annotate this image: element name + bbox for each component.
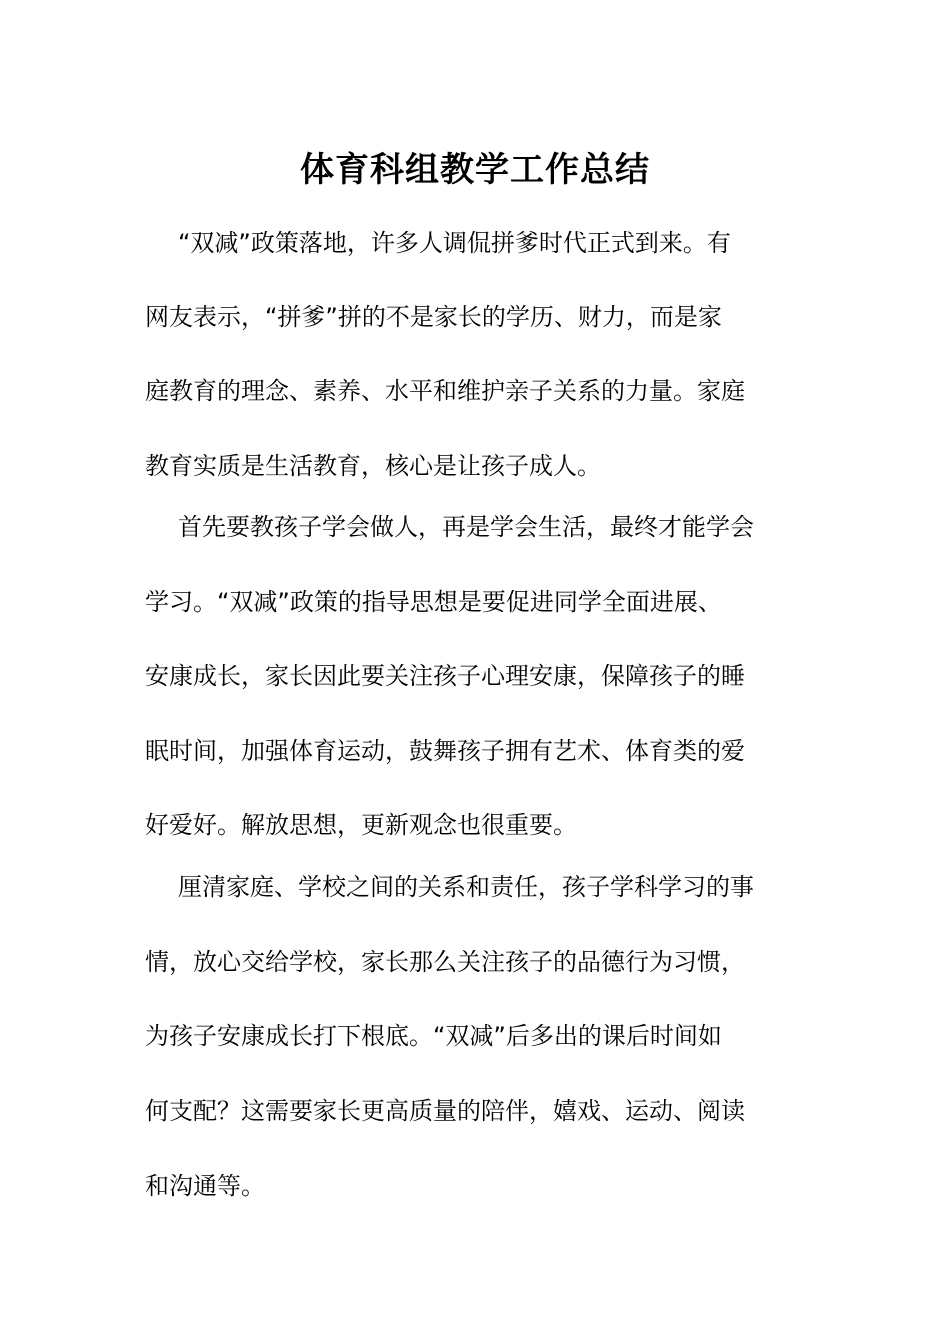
paragraph-3-line-2: 情，放心交给学校，家长那么关注孩子的品德行为习惯， [145, 948, 745, 976]
paragraph-3-line-3: 为孩子安康成长打下根底。“双减”后多出的课后时间如 [145, 1022, 722, 1050]
paragraph-1-line-1: “双减”政策落地，许多人调侃拼爹时代正式到来。有 [178, 229, 731, 257]
paragraph-2-line-4: 眠时间，加强体育运动，鼓舞孩子拥有艺术、体育类的爱 [145, 737, 745, 765]
paragraph-1-line-3: 庭教育的理念、素养、水平和维护亲子关系的力量。家庭 [145, 377, 745, 405]
paragraph-2-line-1: 首先要教孩子学会做人，再是学会生活，最终才能学会 [178, 513, 754, 541]
paragraph-1-line-2: 网友表示，“拼爹”拼的不是家长的学历、财力，而是家 [145, 303, 722, 331]
paragraph-2-line-2: 学习。“双减”政策的指导思想是要促进同学全面进展、 [145, 588, 722, 616]
paragraph-1-line-4: 教育实质是生活教育，核心是让孩子成人。 [145, 452, 601, 480]
paragraph-2-line-5: 好爱好。解放思想，更新观念也很重要。 [145, 811, 577, 839]
paragraph-3-line-4: 何支配？这需要家长更高质量的陪伴，嬉戏、运动、阅读 [145, 1097, 745, 1125]
document-title: 体育科组教学工作总结 [300, 150, 650, 190]
paragraph-2-line-3: 安康成长，家长因此要关注孩子心理安康，保障孩子的睡 [145, 662, 745, 690]
paragraph-3-line-1: 厘清家庭、学校之间的关系和责任，孩子学科学习的事 [178, 873, 754, 901]
paragraph-3-line-5: 和沟通等。 [145, 1172, 265, 1200]
